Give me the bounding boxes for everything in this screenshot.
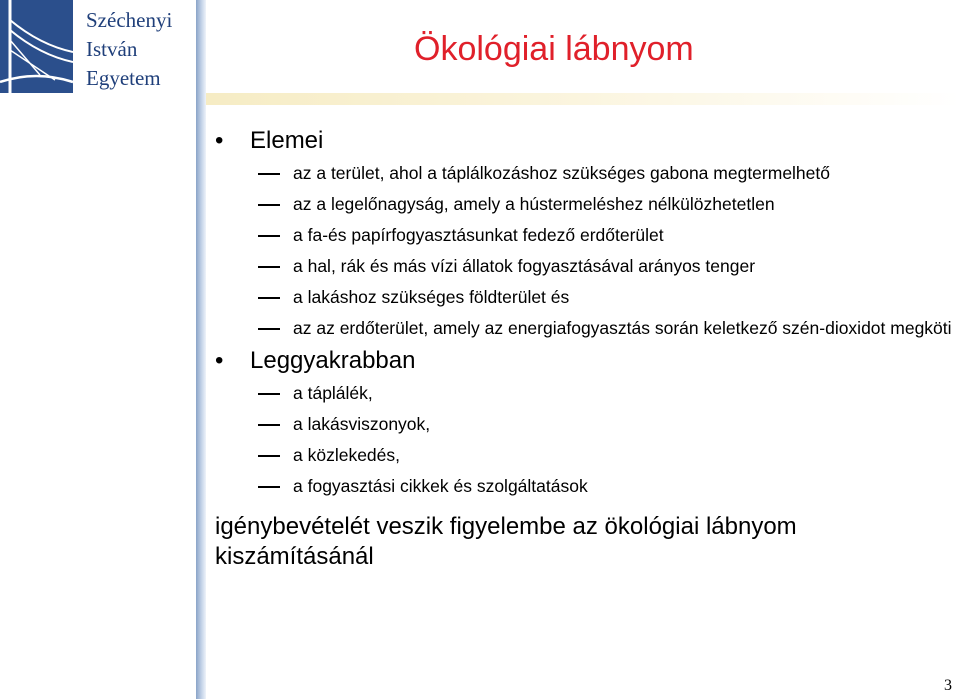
sub-bullet-item (215, 411, 960, 438)
sub-bullet-text: a táplálék, (293, 383, 373, 403)
dash-icon (258, 266, 280, 268)
sub-bullet-item (215, 315, 960, 342)
sub-bullet-text: a fogyasztási cikkek és szolgáltatások (293, 476, 588, 496)
dash-icon (258, 486, 280, 488)
dash-icon (258, 235, 280, 237)
bullet-item (215, 126, 960, 156)
dash-icon (258, 424, 280, 426)
sub-bullet-text: az a terület, ahol a táplálkozáshoz szükséges gabona megtermelhető (293, 163, 830, 183)
sub-bullet-item (215, 284, 960, 311)
sub-bullet-text: a közlekedés, (293, 445, 401, 465)
page-number: 3 (944, 677, 952, 694)
sub-bullet-item (215, 222, 960, 249)
bullet-icon: • (215, 347, 224, 374)
sub-bullet-text: az az erdőterület, amely az energiafogyasztás során keletkező szén-dioxidot megköti (293, 318, 952, 338)
left-decorative-bar (196, 0, 206, 699)
dash-icon (258, 455, 280, 457)
university-name-line: Széchenyi (86, 8, 173, 32)
university-name (86, 6, 206, 93)
sub-bullet-item (215, 191, 960, 218)
bullet-heading: Elemei (250, 127, 324, 154)
bullet-heading: Leggyakrabban (250, 347, 416, 374)
university-logo (0, 0, 73, 93)
sub-bullet-item (215, 442, 960, 469)
sub-bullet-text: az a legelőnagyság, amely a hústermeléshez nélkülözhetetlen (293, 194, 775, 214)
sub-bullet-item (215, 160, 960, 187)
dash-icon (258, 393, 280, 395)
sub-bullet-item (215, 473, 960, 500)
header-divider (206, 93, 960, 105)
sub-bullet-text: a lakáshoz szükséges földterület és (293, 287, 570, 307)
bullet-item (215, 346, 960, 376)
sub-bullet-text: a fa-és papírfogyasztásunkat fedező erdőterület (293, 225, 664, 245)
slide-title: Ökológiai lábnyom (414, 30, 694, 68)
dash-icon (258, 328, 280, 330)
conclusion-text: igénybevételét veszik figyelembe az ökológiai lábnyom kiszámításánál (215, 513, 797, 570)
university-name-line: Egyetem (86, 66, 161, 90)
sub-bullet-item (215, 253, 960, 280)
sub-bullet-item (215, 380, 960, 407)
dash-icon (258, 173, 280, 175)
bridge-icon (0, 0, 73, 93)
sub-bullet-text: a lakásviszonyok, (293, 414, 431, 434)
sub-bullet-text: a hal, rák és más vízi állatok fogyasztásával arányos tenger (293, 256, 756, 276)
dash-icon (258, 204, 280, 206)
dash-icon (258, 297, 280, 299)
university-name-line: István (86, 37, 138, 61)
slide-content (215, 122, 960, 572)
bullet-icon: • (215, 127, 224, 154)
